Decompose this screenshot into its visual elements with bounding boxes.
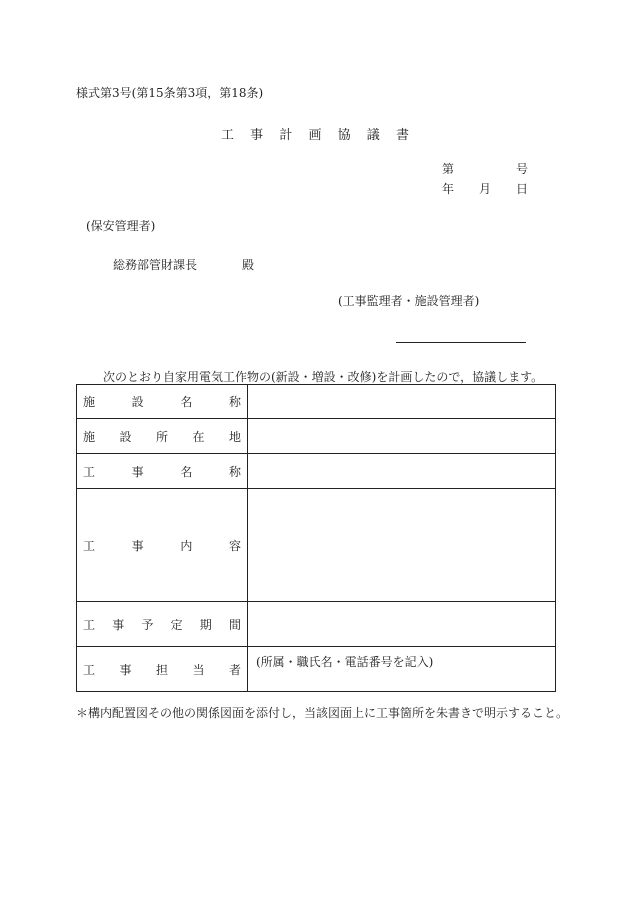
title-char: 工 [221, 128, 235, 143]
work-period-field[interactable] [248, 602, 556, 647]
label-char: 当 [192, 662, 205, 677]
date-day: 日 [515, 182, 528, 196]
work-contact-field[interactable] [248, 647, 556, 692]
footnote: ＊構内配置図その他の関係図面を添付し，当該図面上に工事箇所を朱書きで明示すること。 [76, 706, 569, 720]
doc-number-suffix: 号 [515, 162, 528, 176]
form-number: 様式第3号(第15条第3項，第18条) [76, 86, 264, 100]
signature-line [396, 342, 526, 343]
label-char: 工 [83, 617, 96, 632]
label-char: 在 [192, 429, 205, 444]
label-char: 期 [199, 617, 212, 632]
label-char: 事 [119, 662, 132, 677]
document-title [0, 124, 630, 143]
label-char: 工 [83, 662, 96, 677]
title-char: 画 [308, 128, 322, 143]
sender-role: (工事監理者・施設管理者) [338, 294, 480, 308]
label-char: 称 [228, 395, 241, 409]
date-year: 年 [442, 182, 455, 196]
label-char: 間 [228, 617, 241, 632]
label-char: 名 [180, 464, 193, 479]
label-char: 担 [155, 662, 168, 677]
label-char: 地 [228, 429, 241, 444]
label-char: 内 [180, 538, 193, 553]
row-label [77, 489, 248, 602]
title-char: 計 [279, 128, 293, 143]
table-row [77, 454, 556, 489]
title-char: 書 [395, 128, 409, 143]
label-char: 予 [141, 617, 154, 632]
label-char: 所 [155, 429, 168, 444]
recipient-honorific: 殿 [242, 258, 255, 272]
label-char: 者 [228, 662, 241, 677]
label-char: 称 [228, 464, 241, 479]
row-label [77, 454, 248, 489]
label-char: 工 [83, 464, 96, 479]
label-char: 工 [83, 538, 96, 553]
label-char: 容 [228, 538, 241, 553]
row-label [77, 602, 248, 647]
facility-name-field[interactable] [248, 385, 556, 419]
label-char: 事 [131, 464, 144, 479]
doc-number-prefix: 第 [442, 162, 455, 176]
work-content-field[interactable] [248, 489, 556, 602]
table-row [77, 419, 556, 454]
label-char: 設 [131, 395, 144, 409]
table-row [77, 385, 556, 419]
label-char: 事 [131, 538, 144, 553]
work-name-field[interactable] [248, 454, 556, 489]
facility-location-field[interactable] [248, 419, 556, 454]
title-char: 議 [366, 128, 380, 143]
label-char: 施 [83, 429, 96, 444]
row-label [77, 385, 248, 419]
table-row [77, 647, 556, 692]
label-char: 設 [119, 429, 132, 444]
document-number [442, 160, 528, 177]
date-month: 月 [478, 182, 491, 196]
title-char: 協 [337, 128, 351, 143]
intro-text: 次のとおり自家用電気工作物の(新設・増設・改修)を計画したので，協議します。 [103, 370, 544, 384]
label-char: 名 [180, 395, 193, 409]
label-char: 事 [112, 617, 125, 632]
table-row [77, 602, 556, 647]
row-label [77, 647, 248, 692]
contact-instruction: (所属・職氏名・電話番号を記入) [256, 655, 434, 669]
label-char: 施 [83, 395, 96, 409]
plan-form-table [76, 384, 556, 692]
title-char: 事 [250, 128, 264, 143]
recipient-name: 総務部管財課長 [113, 258, 198, 272]
document-date [442, 180, 528, 197]
recipient-role: (保安管理者) [86, 219, 156, 233]
label-char: 定 [170, 617, 183, 632]
row-label [77, 419, 248, 454]
table-row [77, 489, 556, 602]
